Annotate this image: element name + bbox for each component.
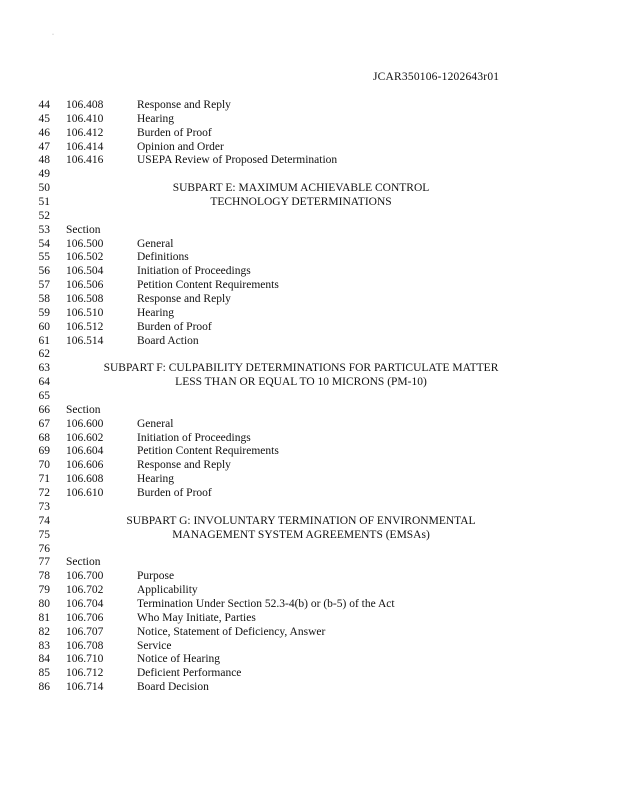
document-line [0,612,618,626]
document-line [0,348,618,362]
section-number: 106.610 [66,487,104,500]
subpart-heading: SUBPART F: CULPABILITY DETERMINATIONS FOR PARTICULATE MATTER [103,362,499,375]
document-line [0,279,618,293]
section-number: 106.600 [66,417,104,430]
document-line [0,445,618,459]
section-title: Petition Content Requirements [137,445,279,458]
line-number: 65 [38,390,50,403]
document-line [0,196,618,210]
subpart-heading: SUBPART E: MAXIMUM ACHIEVABLE CONTROL [172,182,430,195]
section-number: 106.700 [66,570,104,583]
section-number: 106.514 [66,334,104,347]
document-line [0,487,618,501]
section-title: Hearing [137,306,175,319]
section-title: Board Action [137,334,199,347]
section-title: Definitions [137,251,189,264]
section-number: 106.510 [66,306,104,319]
section-number: 106.502 [66,251,104,264]
section-number: 106.712 [66,667,104,680]
document-line [0,154,618,168]
document-line [0,432,618,446]
line-number: 82 [38,625,50,638]
document-line [0,681,618,695]
line-number: 66 [38,403,50,416]
document-line [0,556,618,570]
line-number: 75 [38,528,50,541]
section-title: Burden of Proof [137,126,212,139]
document-line [0,404,618,418]
line-number: 61 [38,334,50,347]
section-title: Response and Reply [137,293,231,306]
line-number: 44 [38,99,50,111]
document-line [0,473,618,487]
line-number: 49 [38,168,50,181]
line-number: 64 [38,376,50,389]
line-number: 52 [38,209,50,222]
section-number: 106.414 [66,140,104,153]
document-line [0,570,618,584]
line-number: 69 [38,445,50,458]
document-id-header: JCAR350106-1202643r01 [373,71,500,83]
document-line [0,598,618,612]
section-number: 106.608 [66,473,104,486]
subpart-heading: TECHNOLOGY DETERMINATIONS [210,196,392,209]
corner-mark: · [52,32,54,38]
line-number: 54 [38,237,50,250]
document-line [0,626,618,640]
line-number: 84 [38,653,50,666]
section-number: 106.706 [66,611,104,624]
section-number: 106.708 [66,639,104,652]
section-number: 106.508 [66,293,104,306]
section-title: Who May Initiate, Parties [137,611,256,624]
section-title: Burden of Proof [137,487,212,500]
section-label: Section [66,223,101,236]
line-number: 60 [38,320,50,333]
line-number: 45 [38,112,50,125]
section-number: 106.416 [66,154,104,167]
document-line [0,224,618,238]
document-line [0,667,618,681]
section-number: 106.710 [66,653,104,666]
document-line [0,653,618,667]
document-line [0,543,618,557]
line-number: 81 [38,611,50,624]
section-label: Section [66,403,101,416]
line-number: 48 [38,154,50,167]
document-line [0,335,618,349]
line-number: 68 [38,431,50,444]
line-number: 50 [38,182,50,195]
line-number: 51 [38,196,50,209]
line-number: 57 [38,279,50,292]
line-number: 78 [38,570,50,583]
section-title: Opinion and Order [137,140,224,153]
line-number: 71 [38,473,50,486]
section-number: 106.506 [66,279,104,292]
document-line [0,501,618,515]
section-title: Purpose [137,570,175,583]
section-title: Service [137,639,172,652]
section-title: General [137,417,174,430]
document-line [0,168,618,182]
document-line [0,307,618,321]
section-number: 106.714 [66,681,104,694]
line-number: 83 [38,639,50,652]
line-number: 56 [38,265,50,278]
line-number: 46 [38,126,50,139]
line-number: 86 [38,681,50,694]
document-line [0,113,618,127]
section-title: Notice, Statement of Deficiency, Answer [137,625,326,638]
section-title: Termination Under Section 52.3-4(b) or (b-5) of the Act [137,597,395,610]
document-line [0,293,618,307]
document-line [0,251,618,265]
section-number: 106.702 [66,584,104,597]
line-number: 53 [38,223,50,236]
line-number: 72 [38,487,50,500]
section-number: 106.604 [66,445,104,458]
section-number: 106.704 [66,597,104,610]
section-title: Burden of Proof [137,320,212,333]
section-title: Initiation of Proceedings [137,431,251,444]
section-title: Response and Reply [137,459,231,472]
section-title: Initiation of Proceedings [137,265,251,278]
section-title: Hearing [137,112,175,125]
section-title: Petition Content Requirements [137,279,279,292]
line-number: 70 [38,459,50,472]
document-line [0,529,618,543]
subpart-heading: MANAGEMENT SYSTEM AGREEMENTS (EMSAs) [172,528,430,541]
section-title: Response and Reply [137,99,231,111]
section-title: Hearing [137,473,175,486]
table-of-contents [0,99,618,695]
document-line [0,376,618,390]
section-label: Section [66,556,101,569]
line-number: 85 [38,667,50,680]
line-number: 63 [38,362,50,375]
line-number: 74 [38,514,50,527]
document-line [0,238,618,252]
line-number: 47 [38,140,50,153]
document-line [0,362,618,376]
section-title: Applicability [137,584,198,597]
document-line [0,182,618,196]
subpart-heading: LESS THAN OR EQUAL TO 10 MICRONS (PM-10) [175,376,427,389]
document-line [0,418,618,432]
line-number: 79 [38,584,50,597]
section-number: 106.602 [66,431,104,444]
document-line [0,640,618,654]
section-title: Deficient Performance [137,667,242,680]
document-line [0,515,618,529]
section-number: 106.500 [66,237,104,250]
section-title: USEPA Review of Proposed Determination [137,154,338,167]
line-number: 62 [38,348,50,361]
document-line [0,127,618,141]
section-number: 106.512 [66,320,104,333]
document-line [0,210,618,224]
document-line [0,390,618,404]
line-number: 77 [38,556,50,569]
line-number: 55 [38,251,50,264]
document-line [0,265,618,279]
line-number: 76 [38,542,50,555]
section-number: 106.707 [66,625,104,638]
section-title: Notice of Hearing [137,653,221,666]
subpart-heading: SUBPART G: INVOLUNTARY TERMINATION OF ENVIRONMENTAL [126,514,476,527]
document-line [0,321,618,335]
section-title: Board Decision [137,681,209,694]
document-line [0,584,618,598]
section-number: 106.410 [66,112,104,125]
document-line [0,99,618,113]
section-title: General [137,237,174,250]
line-number: 58 [38,293,50,306]
document-line [0,141,618,155]
line-number: 59 [38,306,50,319]
line-number: 80 [38,597,50,610]
line-number: 73 [38,500,50,513]
section-number: 106.504 [66,265,104,278]
section-number: 106.412 [66,126,104,139]
line-number: 67 [38,417,50,430]
section-number: 106.606 [66,459,104,472]
section-number: 106.408 [66,99,104,111]
document-line [0,459,618,473]
